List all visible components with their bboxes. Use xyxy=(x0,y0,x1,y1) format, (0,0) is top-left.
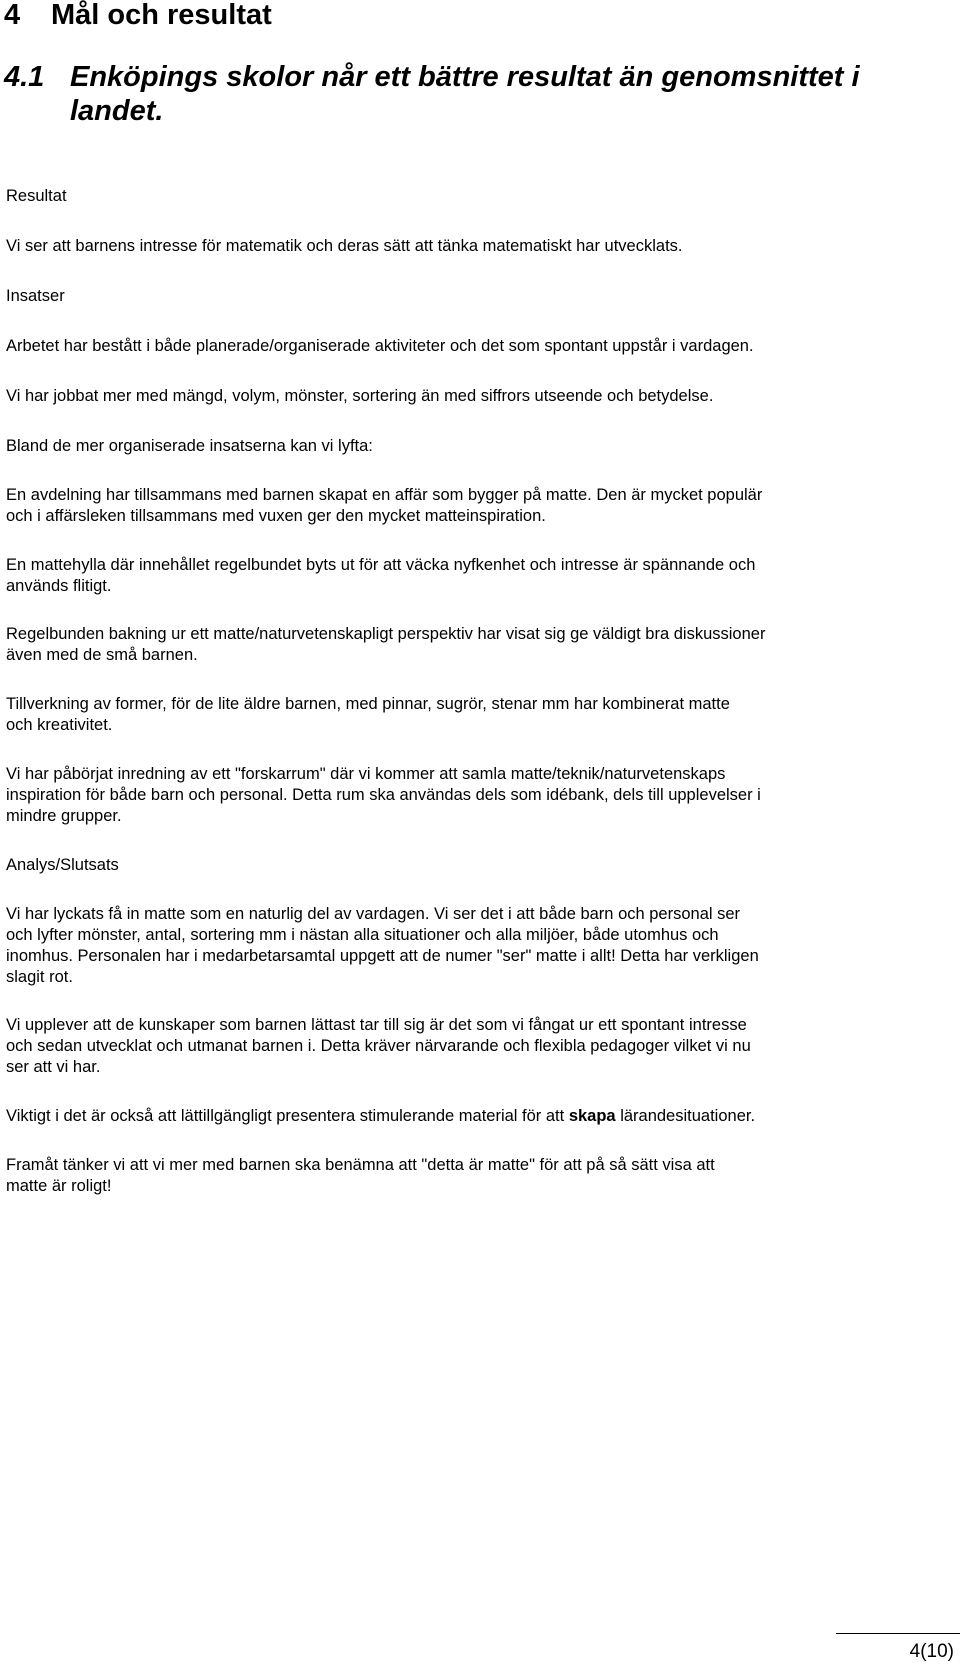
insatser-paragraph-7-line-2: och kreativitet. xyxy=(6,716,113,734)
insatser-paragraph-4-line-2: och i affärsleken tillsammans med vuxen ger den mycket matteinspiration. xyxy=(6,507,546,525)
heading-1-title: Mål och resultat xyxy=(51,0,272,31)
insatser-paragraph-7-line-1: Tillverkning av former, för de lite äldre barnen, med pinnar, sugrör, stenar mm har kombinerat matte xyxy=(6,695,730,713)
analys-paragraph-1-line-3: inomhus. Personalen har i medarbetarsamtal uppgett att de numer "ser" matte i allt! Detta har verkligen xyxy=(6,947,759,965)
analys-paragraph-1-line-2: och lyfter mönster, antal, sortering mm i nästan alla situationer och alla miljöer, både utomhus och xyxy=(6,926,719,944)
resultat-label: Resultat xyxy=(6,187,67,205)
analys-paragraph-2-line-1: Vi upplever att de kunskaper som barnen lättast tar till sig är det som vi fångat ur ett spontant intresse xyxy=(6,1016,747,1034)
insatser-paragraph-6-line-1: Regelbunden bakning ur ett matte/naturvetenskapligt perspektiv har visat sig ge väldigt bra diskussioner xyxy=(6,625,766,643)
analys-paragraph-3-text: Viktigt i det är också att lättillgängligt presentera stimulerande material för att xyxy=(6,1107,569,1125)
analys-paragraph-1-line-1: Vi har lyckats få in matte som en naturlig del av vardagen. Vi ser det i att både barn och personal ser xyxy=(6,905,741,923)
analys-paragraph-3-emphasis: skapa xyxy=(568,1107,616,1125)
analys-label: Analys/Slutsats xyxy=(6,856,119,874)
analys-paragraph-2-line-2: och sedan utvecklat och utmanat barnen i. Detta kräver närvarande och flexibla pedagoger vilket vi nu xyxy=(6,1037,751,1055)
heading-1 xyxy=(4,0,272,32)
insatser-paragraph-5-line-1: En mattehylla där innehållet regelbundet byts ut för att väcka nyfkenhet och intresse är spännande och xyxy=(6,556,756,574)
analys-paragraph-3 xyxy=(6,1106,755,1127)
heading-2-title: Enköpings skolor når ett bättre resultat än genomsnittet i landet. xyxy=(70,61,860,127)
analys-paragraph-4-line-2: matte är roligt! xyxy=(6,1177,112,1195)
analys-paragraph-1-line-4: slagit rot. xyxy=(6,968,73,986)
analys-paragraph-2-line-3: ser att vi har. xyxy=(6,1058,101,1076)
page-number: 4(10) xyxy=(909,1641,954,1662)
insatser-paragraph-2: Vi har jobbat mer med mängd, volym, mönster, sortering än med siffrors utseende och betydelse. xyxy=(6,387,714,405)
insatser-paragraph-5-line-2: används flitigt. xyxy=(6,577,112,595)
heading-2-number: 4.1 xyxy=(4,61,45,93)
insatser-paragraph-3: Bland de mer organiserade insatserna kan vi lyfta: xyxy=(6,437,373,455)
analys-paragraph-3-end: lärandesituationer. xyxy=(615,1107,756,1125)
insatser-paragraph-8-line-3: mindre grupper. xyxy=(6,807,122,825)
analys-paragraph-4-line-1: Framåt tänker vi att vi mer med barnen ska benämna att "detta är matte" för att på så sätt visa att xyxy=(6,1156,715,1174)
footer-rule xyxy=(836,1633,960,1634)
insatser-paragraph-6-line-2: även med de små barnen. xyxy=(6,646,198,664)
insatser-paragraph-1: Arbetet har bestått i både planerade/organiserade aktiviteter och det som spontant uppstår i vardagen. xyxy=(6,337,754,355)
insatser-paragraph-8-line-2: inspiration för både barn och personal. Detta rum ska användas dels som idébank, dels till upplevelser i xyxy=(6,786,761,804)
resultat-text: Vi ser att barnens intresse för matematik och deras sätt att tänka matematiskt har utvecklats. xyxy=(6,237,683,255)
insatser-label: Insatser xyxy=(6,287,65,305)
insatser-paragraph-4-line-1: En avdelning har tillsammans med barnen skapat en affär som bygger på matte. Den är mycket populär xyxy=(6,486,763,504)
heading-1-number: 4 xyxy=(4,0,21,31)
insatser-paragraph-8-line-1: Vi har påbörjat inredning av ett "forskarrum" där vi kommer att samla matte/teknik/naturvetenskaps xyxy=(6,765,726,783)
